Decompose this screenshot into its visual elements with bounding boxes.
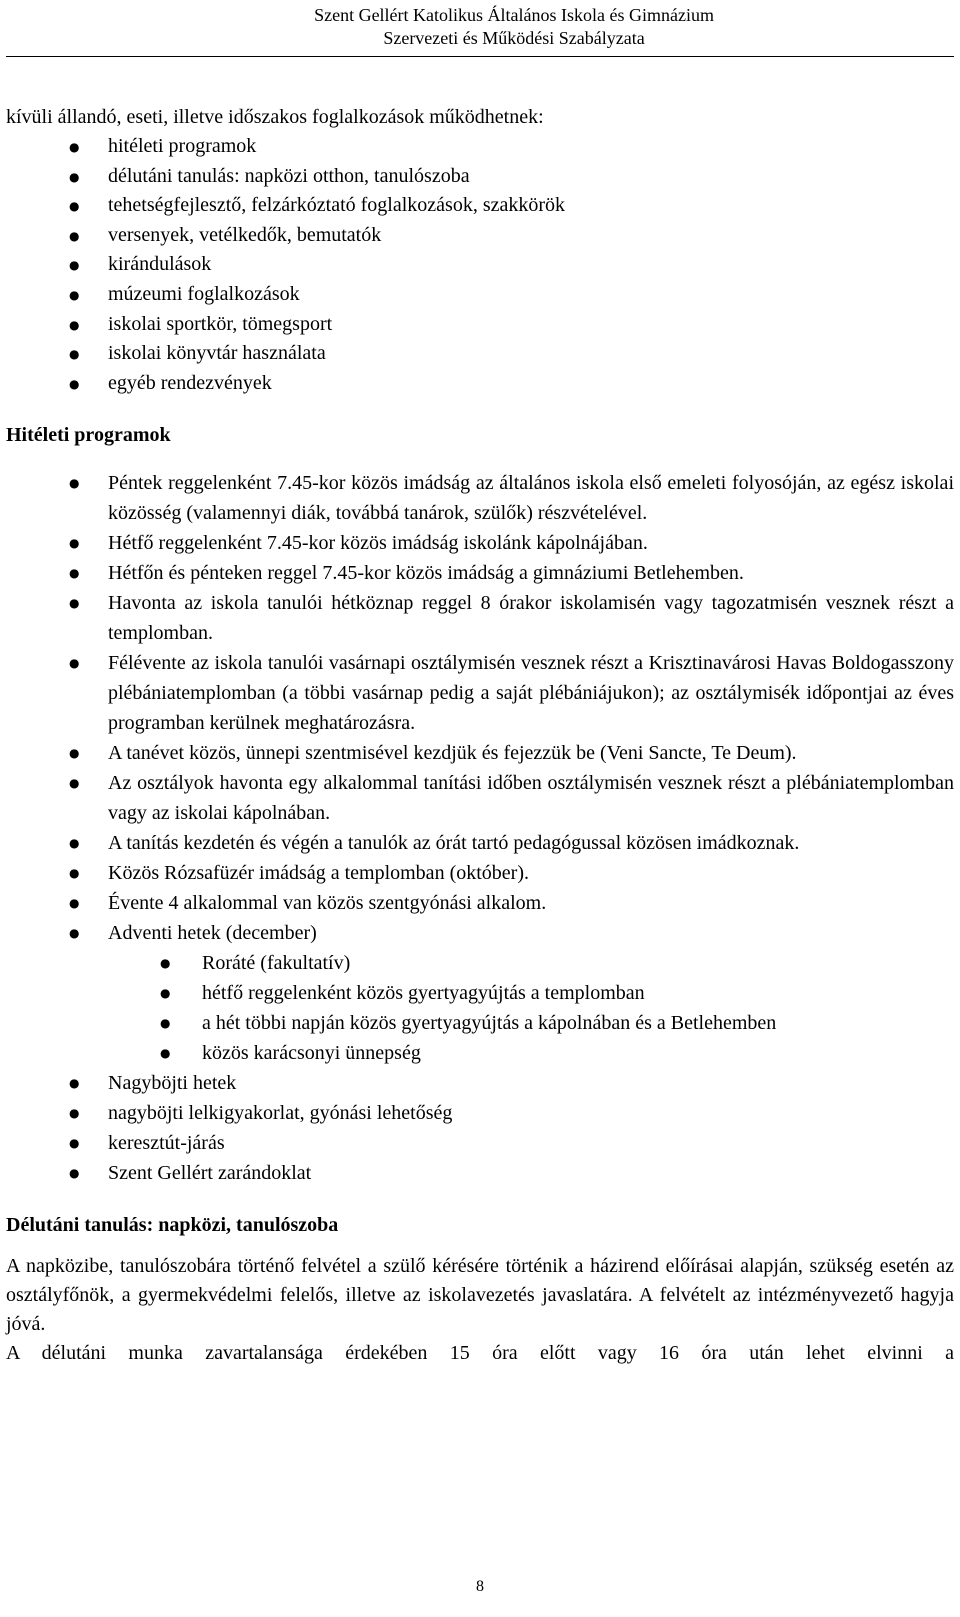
- intro-text: kívüli állandó, eseti, illetve időszakos foglalkozások működhetnek:: [6, 106, 544, 128]
- list-item: ● hitéleti programok: [6, 132, 954, 162]
- list-item: ● keresztút-járás: [6, 1128, 954, 1158]
- section-heading-delutani: Délutáni tanulás: napközi, tanulószoba: [6, 1214, 339, 1237]
- sublist-item: ● hétfő reggelenként közös gyertyagyújtás a templomban: [106, 978, 954, 1008]
- list-item: ● Az osztályok havonta egy alkalommal tanítási időben osztálymisén vesznek részt a plébániatemplomban vagy az iskolai kápolnában.: [6, 768, 954, 828]
- header-divider: [6, 56, 954, 57]
- list-item-advent: [6, 918, 954, 1068]
- hiteleti-list: [6, 468, 954, 1188]
- list-item: ● A tanévet közös, ünnepi szentmisével kezdjük és fejezzük be (Veni Sancte, Te Deum).: [6, 738, 954, 768]
- page-number: 8: [476, 1578, 484, 1595]
- spacer: [6, 398, 954, 420]
- delutani-paragraph-1: A napközibe, tanulószobára történő felvétel a szülő kérésére történik a házirend előírásai alapján, szükség esetén az osztályfőnök, a gyermekvédelmi felelős, illetve az iskolavezetés javaslatára. A felvételt az intézményvezető hagyja jóvá.: [6, 1255, 954, 1336]
- list-item: ● iskolai könyvtár használata: [6, 339, 954, 369]
- document-body: [6, 102, 954, 1368]
- list-item: ● iskolai sportkör, tömegsport: [6, 310, 954, 340]
- list-item: ● Közös Rózsafüzér imádság a templomban (október).: [6, 858, 954, 888]
- list-item: ● Nagyböjti hetek: [6, 1068, 954, 1098]
- spacer: [6, 1240, 954, 1252]
- advent-label: Adventi hetek (december): [108, 922, 317, 945]
- sublist-item: ● közös karácsonyi ünnepség: [106, 1038, 954, 1068]
- list-item: ● Havonta az iskola tanulói hétköznap reggel 8 órakor iskolamisén vagy tagozatmisén vesznek részt a templomban.: [6, 588, 954, 648]
- page-header: [314, 4, 714, 50]
- list-item: ● A tanítás kezdetén és végén a tanulók az órát tartó pedagógussal közösen imádkoznak.: [6, 828, 954, 858]
- list-item: ● múzeumi foglalkozások: [6, 280, 954, 310]
- list-item: ● Félévente az iskola tanulói vasárnapi osztálymisén vesznek részt a Krisztinavárosi Havas Boldogasszony plébániatemplomban (a többi vasárnap pedig a saját plébániájukon); az osztálymisék időpontjai az éves programban kerülnek meghatározásra.: [6, 648, 954, 738]
- spacer: [6, 450, 954, 468]
- section-heading-hiteleti: Hitéleti programok: [6, 424, 171, 447]
- sublist-item: ● a hét többi napján közös gyertyagyújtás a kápolnában és a Betlehemben: [106, 1008, 954, 1038]
- spacer: [6, 1188, 954, 1210]
- activity-list: [6, 132, 954, 398]
- header-document-title: Szervezeti és Működési Szabályzata: [383, 28, 645, 48]
- list-item: ● délutáni tanulás: napközi otthon, tanulószoba: [6, 162, 954, 192]
- list-item: ● Szent Gellért zarándoklat: [6, 1158, 954, 1188]
- list-item: ● versenyek, vetélkedők, bemutatók: [6, 221, 954, 251]
- list-item: ● kirándulások: [6, 250, 954, 280]
- list-item: ● Hétfő reggelenként 7.45-kor közös imádság iskolánk kápolnájában.: [6, 528, 954, 558]
- advent-sublist: [108, 948, 954, 1068]
- list-item: ● Évente 4 alkalommal van közös szentgyónási alkalom.: [6, 888, 954, 918]
- list-item: ● tehetségfejlesztő, felzárkóztató foglalkozások, szakkörök: [6, 191, 954, 221]
- header-school-name: Szent Gellért Katolikus Általános Iskola és Gimnázium: [314, 5, 714, 25]
- list-item: ● nagyböjti lelkigyakorlat, gyónási lehetőség: [6, 1098, 954, 1128]
- delutani-paragraph-2: A délutáni munka zavartalansága érdekében 15 óra előtt vagy 16 óra után lehet elvinni a: [6, 1342, 954, 1365]
- list-item: ● Hétfőn és pénteken reggel 7.45-kor közös imádság a gimnáziumi Betlehemben.: [6, 558, 954, 588]
- list-item: ● Péntek reggelenként 7.45-kor közös imádság az általános iskola első emeleti folyosóján, az egész iskolai közösség (valamennyi diák, továbbá tanárok, szülők) részvételével.: [6, 468, 954, 528]
- sublist-item: ● Roráté (fakultatív): [106, 948, 954, 978]
- list-item: ● egyéb rendezvények: [6, 369, 954, 399]
